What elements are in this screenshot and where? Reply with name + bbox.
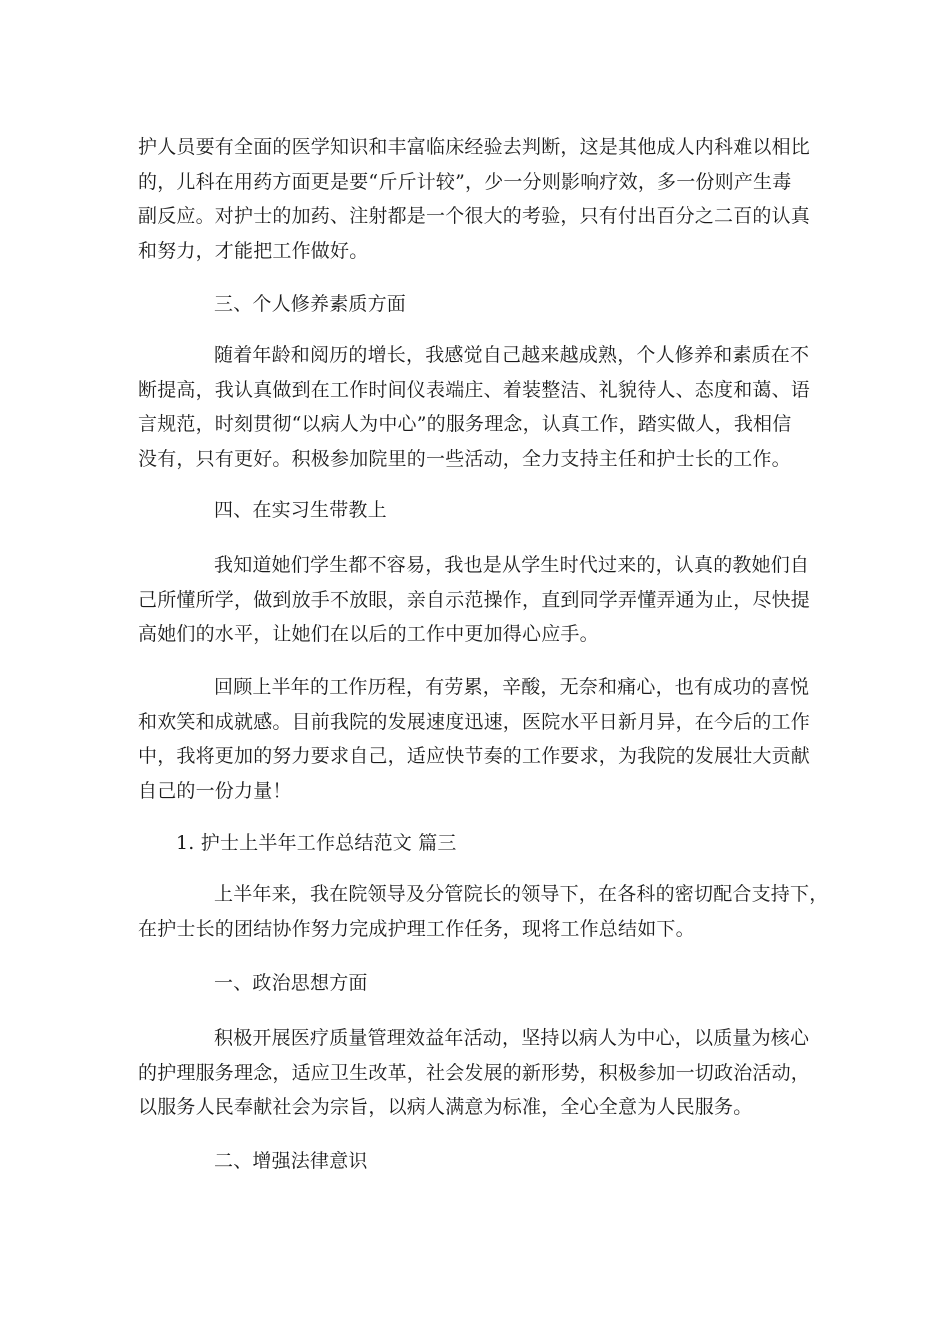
paragraph-line: 己所懂所学，做到放手不放眼，亲自示范操作，直到同学弄懂弄通为止，尽快提 bbox=[138, 588, 811, 611]
body-paragraph bbox=[138, 548, 818, 652]
section-heading bbox=[138, 1144, 818, 1179]
paragraph-line: 我知道她们学生都不容易，我也是从学生时代过来的，认真的教她们自 bbox=[214, 554, 810, 576]
paragraph-line: 中，我将更加的努力要求自己，适应快节奏的工作要求，为我院的发展壮大贡献 bbox=[138, 745, 811, 768]
paragraph-line: 积极开展医疗质量管理效益年活动，坚持以病人为中心，以质量为核心 bbox=[214, 1027, 810, 1049]
paragraph-line: 的护理服务理念，适应卫生改革，社会发展的新形势，积极参加一切政治活动， bbox=[138, 1061, 811, 1084]
body-paragraph bbox=[138, 338, 818, 477]
body-paragraph bbox=[138, 670, 818, 809]
paragraph-line: 回顾上半年的工作历程，有劳累，辛酸，无奈和痛心，也有成功的喜悦 bbox=[214, 676, 810, 698]
body-paragraph bbox=[138, 1021, 818, 1125]
paragraph-line: 和欢笑和成就感。目前我院的发展速度迅速，医院水平日新月异，在今后的工作 bbox=[138, 710, 811, 733]
paragraph-line: 上半年来，我在院领导及分管院长的领导下，在各科的密切配合支持下， bbox=[214, 883, 829, 905]
heading-line: 一、政治思想方面 bbox=[214, 972, 368, 994]
paragraph-line: 的，儿科在用药方面更是要“斤斤计较”，少一分则影响疗效，多一份则产生毒 bbox=[138, 170, 792, 193]
paragraph-line: 副反应。对护士的加药、注射都是一个很大的考验，只有付出百分之二百的认真 bbox=[138, 205, 811, 228]
paragraph-line: 在护士长的团结协作努力完成护理工作任务，现将工作总结如下。 bbox=[138, 917, 695, 940]
paragraph-line: 自己的一份力量！ bbox=[138, 780, 292, 803]
paragraph-line: 护人员要有全面的医学知识和丰富临床经验去判断，这是其他成人内科难以相比 bbox=[138, 136, 811, 158]
heading-line: 三、个人修养素质方面 bbox=[214, 293, 407, 315]
paragraph-line: 断提高，我认真做到在工作时间仪表端庄、着装整洁、礼貌待人、态度和蔼、语 bbox=[138, 378, 811, 401]
section-heading bbox=[138, 966, 818, 1001]
paragraph-line: 以服务人民奉献社会为宗旨，以病人满意为标准，全心全意为人民服务。 bbox=[138, 1096, 753, 1119]
section-heading bbox=[138, 287, 818, 322]
numbered-title-line: 1. 护士上半年工作总结范文 篇三 bbox=[176, 832, 457, 854]
paragraph-line: 高她们的水平，让她们在以后的工作中更加得心应手。 bbox=[138, 623, 599, 646]
body-paragraph bbox=[138, 130, 818, 269]
section-heading bbox=[138, 493, 818, 528]
paragraph-line: 和努力，才能把工作做好。 bbox=[138, 240, 369, 263]
paragraph-line: 没有，只有更好。积极参加院里的一些活动，全力支持主任和护士长的工作。 bbox=[138, 448, 791, 471]
heading-line: 四、在实习生带教上 bbox=[214, 499, 387, 521]
numbered-title bbox=[138, 826, 818, 861]
heading-line: 二、增强法律意识 bbox=[214, 1150, 368, 1172]
body-paragraph bbox=[138, 877, 829, 946]
paragraph-line: 言规范，时刻贯彻“以病人为中心”的服务理念，认真工作，踏实做人，我相信 bbox=[138, 413, 792, 436]
paragraph-line: 随着年龄和阅历的增长，我感觉自己越来越成熟，个人修养和素质在不 bbox=[214, 344, 810, 366]
